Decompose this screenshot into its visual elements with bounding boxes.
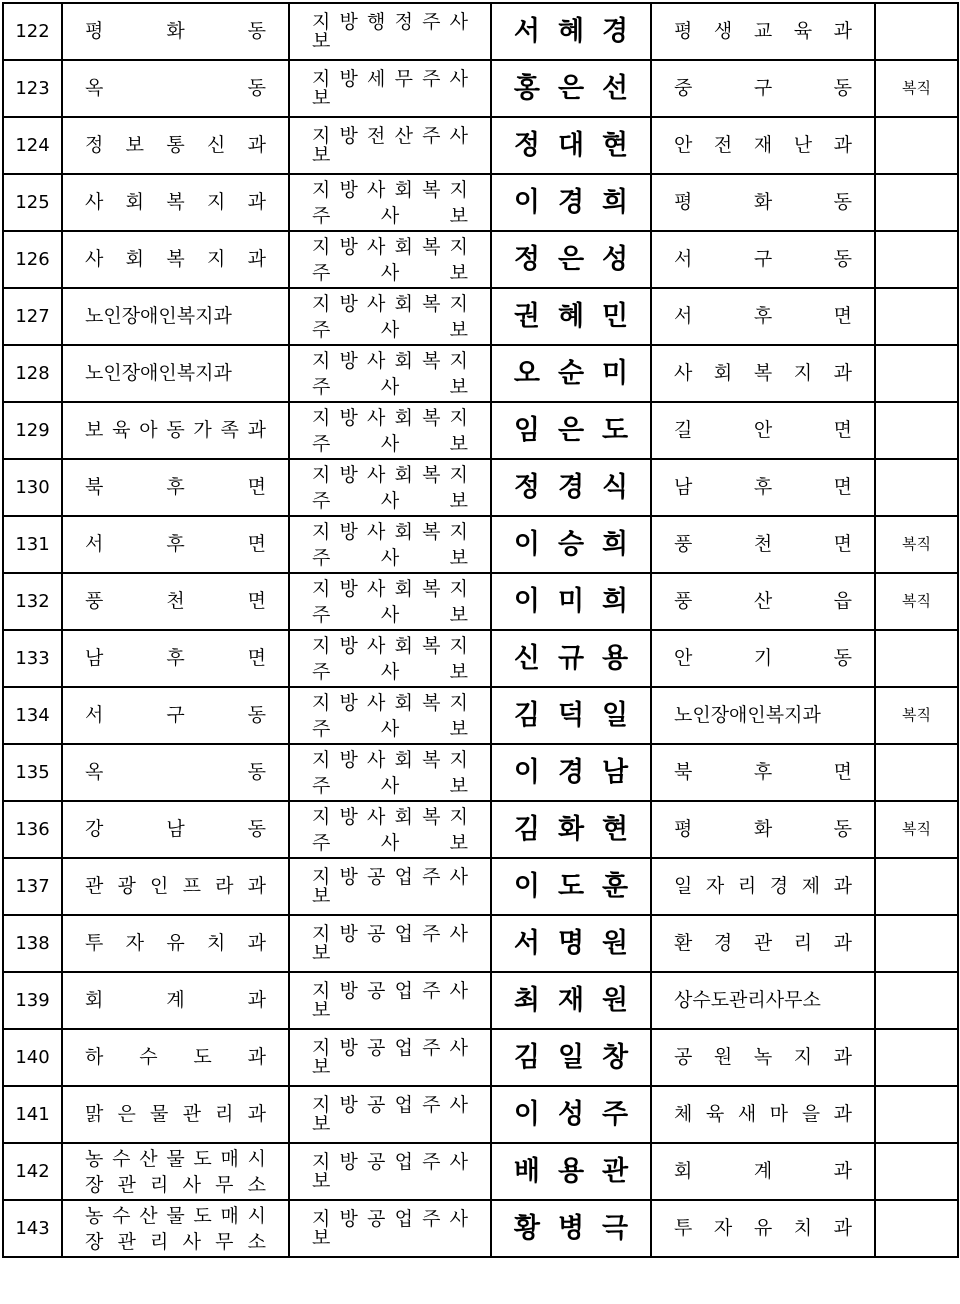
current-department-cell-text: 회 계 과 [85, 989, 266, 1011]
remark-cell-text: 복직 [902, 592, 931, 610]
current-department-cell-text: 투 자 유 치 과 [85, 932, 266, 954]
new-department-cell-text: 안 전 재 난 과 [674, 134, 852, 156]
new-department-cell-text: 북 후 면 [674, 761, 852, 783]
remark-cell [875, 231, 958, 288]
current-department-cell-text: 풍 천 면 [85, 590, 266, 612]
new-department-cell [651, 402, 875, 459]
current-department-cell-text: 노인장애인복지과 [85, 362, 232, 384]
table-row [3, 744, 958, 801]
row-number-cell [3, 1029, 62, 1086]
grade-cell [289, 687, 491, 744]
employee-name-cell-text: 이도훈 [513, 871, 647, 902]
remark-cell [875, 516, 958, 573]
row-number-cell [3, 459, 62, 516]
personnel-table-body [3, 3, 958, 1257]
remark-cell [875, 744, 958, 801]
remark-cell [875, 117, 958, 174]
remark-cell-text: 복직 [902, 706, 931, 724]
row-number-cell [3, 573, 62, 630]
current-department-cell [62, 1086, 289, 1143]
new-department-cell-text: 환 경 관 리 과 [674, 932, 852, 954]
row-number-cell [3, 972, 62, 1029]
employee-name-cell [491, 402, 651, 459]
grade-cell-text: 지 방 공 업 주 사 보 [312, 1093, 468, 1135]
remark-cell [875, 60, 958, 117]
grade-cell [289, 516, 491, 573]
current-department-cell [62, 288, 289, 345]
grade-cell [289, 1086, 491, 1143]
table-row [3, 288, 958, 345]
row-number-cell [3, 345, 62, 402]
current-department-cell [62, 174, 289, 231]
row-number-cell-text: 123 [15, 77, 50, 99]
row-number-cell-text: 130 [15, 476, 50, 498]
row-number-cell-text: 125 [15, 191, 50, 213]
grade-cell [289, 858, 491, 915]
new-department-cell-text: 상수도관리사무소 [674, 989, 821, 1011]
employee-name-cell-text: 정대현 [513, 130, 647, 161]
grade-cell-text: 지 방 사 회 복 지 주 사 보 [312, 634, 468, 683]
new-department-cell [651, 1200, 875, 1257]
current-department-cell-text: 맑 은 물 관 리 과 [85, 1103, 266, 1125]
employee-name-cell [491, 915, 651, 972]
grade-cell [289, 1029, 491, 1086]
new-department-cell [651, 687, 875, 744]
new-department-cell [651, 972, 875, 1029]
grade-cell [289, 3, 491, 60]
row-number-cell [3, 630, 62, 687]
employee-name-cell-text: 홍은선 [513, 73, 647, 104]
row-number-cell-text: 137 [15, 875, 50, 897]
table-row [3, 60, 958, 117]
row-number-cell [3, 1143, 62, 1200]
new-department-cell [651, 1143, 875, 1200]
employee-name-cell-text: 신규용 [513, 643, 647, 674]
new-department-cell [651, 60, 875, 117]
remark-cell [875, 858, 958, 915]
row-number-cell-text: 135 [15, 761, 50, 783]
employee-name-cell-text: 배용관 [513, 1156, 647, 1187]
current-department-cell [62, 573, 289, 630]
current-department-cell-text: 농 수 산 물 도 매 시 장 관 리 사 무 소 [85, 1204, 266, 1253]
row-number-cell-text: 142 [15, 1160, 50, 1182]
employee-name-cell-text: 임은도 [513, 415, 647, 446]
employee-name-cell [491, 1200, 651, 1257]
grade-cell [289, 60, 491, 117]
grade-cell-text: 지 방 사 회 복 지 주 사 보 [312, 406, 468, 455]
new-department-cell-text: 서 구 동 [674, 248, 852, 270]
current-department-cell-text: 정 보 통 신 과 [85, 134, 266, 156]
employee-name-cell-text: 김화현 [513, 814, 647, 845]
row-number-cell-text: 126 [15, 248, 50, 270]
remark-cell [875, 174, 958, 231]
current-department-cell [62, 744, 289, 801]
remark-cell-text: 복직 [902, 535, 931, 553]
current-department-cell [62, 1200, 289, 1257]
current-department-cell-text: 서 후 면 [85, 533, 266, 555]
grade-cell-text: 지 방 사 회 복 지 주 사 보 [312, 235, 468, 284]
current-department-cell-text: 평 화 동 [85, 20, 266, 42]
current-department-cell-text: 관 광 인 프 라 과 [85, 875, 266, 897]
current-department-cell [62, 1029, 289, 1086]
new-department-cell [651, 801, 875, 858]
grade-cell-text: 지 방 사 회 복 지 주 사 보 [312, 349, 468, 398]
new-department-cell [651, 858, 875, 915]
current-department-cell [62, 231, 289, 288]
remark-cell-text: 복직 [902, 820, 931, 838]
employee-name-cell-text: 서혜경 [513, 16, 647, 47]
grade-cell-text: 지 방 사 회 복 지 주 사 보 [312, 805, 468, 854]
new-department-cell [651, 459, 875, 516]
remark-cell-text: 복직 [902, 79, 931, 97]
row-number-cell [3, 117, 62, 174]
current-department-cell-text: 하 수 도 과 [85, 1046, 266, 1068]
row-number-cell [3, 60, 62, 117]
new-department-cell-text: 공 원 녹 지 과 [674, 1046, 852, 1068]
new-department-cell [651, 3, 875, 60]
grade-cell [289, 345, 491, 402]
grade-cell-text: 지 방 전 산 주 사 보 [312, 124, 468, 166]
row-number-cell-text: 141 [15, 1103, 50, 1125]
row-number-cell-text: 143 [15, 1217, 50, 1239]
grade-cell-text: 지 방 행 정 주 사 보 [312, 10, 468, 52]
employee-name-cell [491, 288, 651, 345]
table-row [3, 915, 958, 972]
remark-cell [875, 1086, 958, 1143]
table-row [3, 687, 958, 744]
grade-cell [289, 1200, 491, 1257]
employee-name-cell-text: 서명원 [513, 928, 647, 959]
new-department-cell-text: 평 화 동 [674, 818, 852, 840]
new-department-cell-text: 체 육 새 마 을 과 [674, 1103, 852, 1125]
row-number-cell-text: 127 [15, 305, 50, 327]
table-row [3, 516, 958, 573]
employee-name-cell-text: 이승희 [513, 529, 647, 560]
table-row [3, 174, 958, 231]
current-department-cell [62, 687, 289, 744]
employee-name-cell [491, 117, 651, 174]
row-number-cell [3, 1200, 62, 1257]
employee-name-cell [491, 345, 651, 402]
employee-name-cell [491, 516, 651, 573]
remark-cell [875, 3, 958, 60]
new-department-cell [651, 345, 875, 402]
employee-name-cell-text: 이경남 [513, 757, 647, 788]
grade-cell-text: 지 방 공 업 주 사 보 [312, 865, 468, 907]
remark-cell [875, 459, 958, 516]
grade-cell [289, 972, 491, 1029]
current-department-cell-text: 남 후 면 [85, 647, 266, 669]
table-row [3, 345, 958, 402]
employee-name-cell [491, 60, 651, 117]
grade-cell-text: 지 방 사 회 복 지 주 사 보 [312, 292, 468, 341]
grade-cell [289, 630, 491, 687]
new-department-cell-text: 투 자 유 치 과 [674, 1217, 852, 1239]
table-row [3, 1200, 958, 1257]
remark-cell [875, 972, 958, 1029]
grade-cell [289, 117, 491, 174]
row-number-cell-text: 134 [15, 704, 50, 726]
new-department-cell [651, 117, 875, 174]
grade-cell [289, 744, 491, 801]
new-department-cell-text: 회 계 과 [674, 1160, 852, 1182]
current-department-cell [62, 60, 289, 117]
employee-name-cell [491, 1029, 651, 1086]
new-department-cell-text: 사 회 복 지 과 [674, 362, 852, 384]
grade-cell [289, 573, 491, 630]
current-department-cell-text: 북 후 면 [85, 476, 266, 498]
remark-cell [875, 630, 958, 687]
new-department-cell-text: 풍 천 면 [674, 533, 852, 555]
new-department-cell-text: 남 후 면 [674, 476, 852, 498]
current-department-cell-text: 강 남 동 [85, 818, 266, 840]
new-department-cell-text: 서 후 면 [674, 305, 852, 327]
grade-cell [289, 288, 491, 345]
remark-cell [875, 402, 958, 459]
row-number-cell-text: 132 [15, 590, 50, 612]
new-department-cell-text: 풍 산 읍 [674, 590, 852, 612]
employee-name-cell [491, 801, 651, 858]
current-department-cell [62, 801, 289, 858]
table-row [3, 573, 958, 630]
table-row [3, 231, 958, 288]
row-number-cell [3, 516, 62, 573]
remark-cell [875, 345, 958, 402]
current-department-cell [62, 3, 289, 60]
new-department-cell [651, 231, 875, 288]
personnel-table [2, 2, 959, 1258]
grade-cell-text: 지 방 사 회 복 지 주 사 보 [312, 577, 468, 626]
grade-cell [289, 402, 491, 459]
row-number-cell [3, 402, 62, 459]
grade-cell [289, 915, 491, 972]
grade-cell-text: 지 방 공 업 주 사 보 [312, 922, 468, 964]
table-row [3, 459, 958, 516]
current-department-cell [62, 630, 289, 687]
new-department-cell [651, 174, 875, 231]
row-number-cell-text: 138 [15, 932, 50, 954]
row-number-cell [3, 744, 62, 801]
row-number-cell-text: 128 [15, 362, 50, 384]
current-department-cell [62, 1143, 289, 1200]
table-row [3, 630, 958, 687]
new-department-cell [651, 1086, 875, 1143]
new-department-cell-text: 일 자 리 경 제 과 [674, 875, 852, 897]
employee-name-cell [491, 459, 651, 516]
new-department-cell-text: 중 구 동 [674, 77, 852, 99]
employee-name-cell-text: 정경식 [513, 472, 647, 503]
new-department-cell [651, 630, 875, 687]
table-row [3, 402, 958, 459]
row-number-cell [3, 288, 62, 345]
table-row [3, 858, 958, 915]
new-department-cell [651, 1029, 875, 1086]
new-department-cell [651, 516, 875, 573]
row-number-cell [3, 1086, 62, 1143]
employee-name-cell [491, 1086, 651, 1143]
employee-name-cell-text: 김덕일 [513, 700, 647, 731]
employee-name-cell [491, 744, 651, 801]
employee-name-cell [491, 174, 651, 231]
row-number-cell-text: 136 [15, 818, 50, 840]
table-row [3, 3, 958, 60]
employee-name-cell [491, 1143, 651, 1200]
new-department-cell-text: 안 기 동 [674, 647, 852, 669]
grade-cell [289, 174, 491, 231]
current-department-cell [62, 858, 289, 915]
row-number-cell-text: 133 [15, 647, 50, 669]
current-department-cell-text: 노인장애인복지과 [85, 305, 232, 327]
grade-cell-text: 지 방 사 회 복 지 주 사 보 [312, 178, 468, 227]
employee-name-cell-text: 이성주 [513, 1099, 647, 1130]
grade-cell-text: 지 방 공 업 주 사 보 [312, 979, 468, 1021]
remark-cell [875, 288, 958, 345]
current-department-cell-text: 사 회 복 지 과 [85, 191, 266, 213]
current-department-cell-text: 사 회 복 지 과 [85, 248, 266, 270]
grade-cell [289, 231, 491, 288]
row-number-cell [3, 801, 62, 858]
current-department-cell [62, 915, 289, 972]
grade-cell-text: 지 방 공 업 주 사 보 [312, 1036, 468, 1078]
current-department-cell [62, 459, 289, 516]
current-department-cell [62, 117, 289, 174]
remark-cell [875, 915, 958, 972]
grade-cell-text: 지 방 사 회 복 지 주 사 보 [312, 463, 468, 512]
new-department-cell-text: 평 화 동 [674, 191, 852, 213]
row-number-cell [3, 231, 62, 288]
current-department-cell [62, 972, 289, 1029]
grade-cell-text: 지 방 사 회 복 지 주 사 보 [312, 691, 468, 740]
grade-cell-text: 지 방 공 업 주 사 보 [312, 1150, 468, 1192]
grade-cell [289, 801, 491, 858]
grade-cell [289, 1143, 491, 1200]
row-number-cell [3, 858, 62, 915]
employee-name-cell [491, 3, 651, 60]
current-department-cell [62, 345, 289, 402]
employee-name-cell-text: 이미희 [513, 586, 647, 617]
employee-name-cell-text: 최재원 [513, 985, 647, 1016]
grade-cell-text: 지 방 공 업 주 사 보 [312, 1207, 468, 1249]
row-number-cell-text: 122 [15, 20, 50, 42]
employee-name-cell [491, 573, 651, 630]
row-number-cell [3, 174, 62, 231]
row-number-cell [3, 3, 62, 60]
employee-name-cell [491, 687, 651, 744]
remark-cell [875, 687, 958, 744]
employee-name-cell-text: 정은성 [513, 244, 647, 275]
current-department-cell [62, 516, 289, 573]
employee-name-cell-text: 김일창 [513, 1042, 647, 1073]
remark-cell [875, 801, 958, 858]
table-row [3, 1029, 958, 1086]
grade-cell-text: 지 방 사 회 복 지 주 사 보 [312, 748, 468, 797]
employee-name-cell-text: 오순미 [513, 358, 647, 389]
employee-name-cell [491, 231, 651, 288]
new-department-cell [651, 573, 875, 630]
new-department-cell-text: 길 안 면 [674, 419, 852, 441]
current-department-cell-text: 옥 동 [85, 761, 266, 783]
table-row [3, 1143, 958, 1200]
row-number-cell-text: 139 [15, 989, 50, 1011]
current-department-cell [62, 402, 289, 459]
new-department-cell-text: 평 생 교 육 과 [674, 20, 852, 42]
row-number-cell-text: 129 [15, 419, 50, 441]
row-number-cell [3, 915, 62, 972]
employee-name-cell-text: 권혜민 [513, 301, 647, 332]
grade-cell-text: 지 방 사 회 복 지 주 사 보 [312, 520, 468, 569]
remark-cell [875, 1200, 958, 1257]
new-department-cell [651, 288, 875, 345]
new-department-cell [651, 744, 875, 801]
employee-name-cell [491, 972, 651, 1029]
table-row [3, 1086, 958, 1143]
table-row [3, 117, 958, 174]
row-number-cell-text: 140 [15, 1046, 50, 1068]
new-department-cell [651, 915, 875, 972]
current-department-cell-text: 보 육 아 동 가 족 과 [85, 419, 266, 441]
grade-cell [289, 459, 491, 516]
employee-name-cell [491, 630, 651, 687]
employee-name-cell-text: 황병극 [513, 1213, 647, 1244]
employee-name-cell [491, 858, 651, 915]
row-number-cell [3, 687, 62, 744]
employee-name-cell-text: 이경희 [513, 187, 647, 218]
row-number-cell-text: 131 [15, 533, 50, 555]
current-department-cell-text: 서 구 동 [85, 704, 266, 726]
remark-cell [875, 1029, 958, 1086]
table-row [3, 801, 958, 858]
grade-cell-text: 지 방 세 무 주 사 보 [312, 67, 468, 109]
remark-cell [875, 1143, 958, 1200]
new-department-cell-text: 노인장애인복지과 [674, 704, 821, 726]
current-department-cell-text: 옥 동 [85, 77, 266, 99]
row-number-cell-text: 124 [15, 134, 50, 156]
remark-cell [875, 573, 958, 630]
current-department-cell-text: 농 수 산 물 도 매 시 장 관 리 사 무 소 [85, 1147, 266, 1196]
table-row [3, 972, 958, 1029]
